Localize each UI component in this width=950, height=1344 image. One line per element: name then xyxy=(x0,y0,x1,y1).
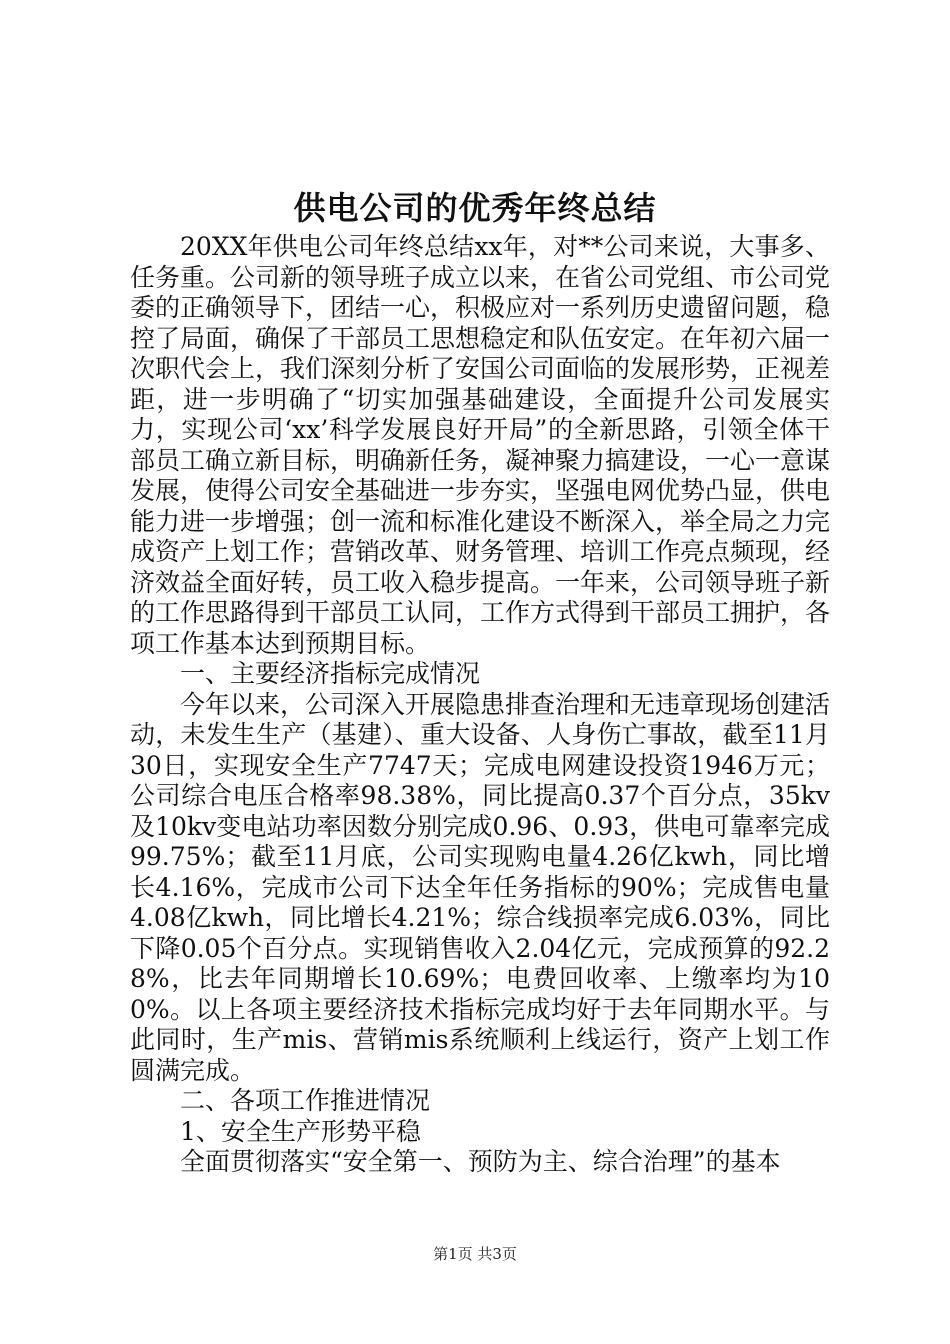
document-body xyxy=(130,232,830,1178)
document-title: 供电公司的优秀年终总结 xyxy=(293,189,657,227)
economic-indicators-paragraph: 今年以来，公司深入开展隐患排查治理和无违章现场创建活动，未发生生产（基建）、重大设备、人身伤亡事故，截至11月30日，实现安全生产7747天；完成电网建设投资1946万元；公司综合电压合格率98.38%，同比提高0.37个百分点，35kv及10kv变电站功率因数分别完成0.96、0.93，供电可靠率完成99.75%；截至11月底，公司实现购电量4.26亿kwh，同比增长4.16%，完成市公司下达全年任务指标的90%；完成售电量4.08亿kwh，同比增长4.21%；综合线损率完成6.03%，同比下降0.05个百分点。实现销售收入2.04亿元，完成预算的92.28%，比去年同期增长10.69%；电费回收率、上缴率均为100%。以上各项主要经济技术指标完成均好于去年同期水平。与此同时，生产mis、营销mis系统顺利上线运行，资产上划工作圆满完成。 xyxy=(130,689,831,1085)
page-number-footer: 第1页 共3页 xyxy=(433,1245,517,1263)
section-heading-work-progress: 二、各项工作推进情况 xyxy=(180,1086,431,1115)
intro-paragraph: 20XX年供电公司年终总结xx年，对**公司来说，大事多、任务重。公司新的领导班子成立以来，在省公司党组、市公司党委的正确领导下，团结一心，积极应对一系列历史遗留问题，稳控了局面，确保了干部员工思想稳定和队伍安定。在年初六届一次职代会上，我们深刻分析了安国公司面临的发展形势，正视差距，进一步明确了“切实加强基础建设，全面提升公司发展实力，实现公司‘xx’科学发展良好开局”的全新思路，引领全体干部员工确立新目标，明确新任务，凝神聚力搞建设，一心一意谋发展，使得公司安全基础进一步夯实，坚强电网优势凸显，供电能力进一步增强；创一流和标准化建设不断深入，举全局之力完成资产上划工作；营销改革、财务管理、培训工作亮点频现，经济效益全面好转，员工收入稳步提高。一年来，公司领导班子新的工作思路得到干部员工认同，工作方式得到干部员工拥护，各项工作基本达到预期目标。 xyxy=(130,232,831,658)
safety-paragraph: 全面贯彻落实“安全第一、预防为主、综合治理”的基本 xyxy=(180,1147,781,1176)
section-heading-economic-indicators: 一、主要经济指标完成情况 xyxy=(180,659,481,688)
subsection-heading-safety: 1、安全生产形势平稳 xyxy=(180,1116,421,1146)
